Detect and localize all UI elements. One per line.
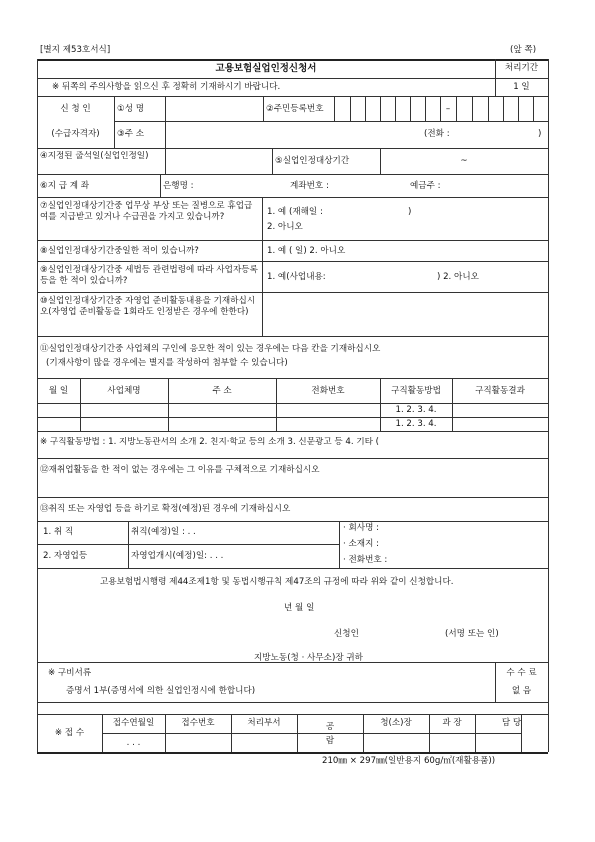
question-8-answer[interactable]: 1. 예 ( 일) 2. 아니오 [267, 246, 346, 256]
question-10-text: ⑩실업인정대상기간중 자영업 준비활동내용을 기재하십시오(자영업 준비활동을 1회라도 인정받은 경우에 한한다) [40, 296, 256, 317]
account-holder-label: 예금주 : [410, 181, 441, 191]
question-7-option-no[interactable]: 2. 아니오 [267, 222, 303, 232]
job-table-row-method[interactable]: 1. 2. 3. 4. [395, 419, 437, 429]
employment-label: 1. 취 직 [43, 527, 74, 537]
notice-text: ※ 뒤쪽의 주의사항을 읽으신 후 정확히 기재하시기 바랍니다. [52, 82, 281, 92]
receipt-date-label: 접수연월일 [112, 718, 155, 728]
question-10-field[interactable] [266, 296, 544, 332]
office-chief-label: 청(소)장 [380, 718, 412, 728]
review-label-bottom: 람 [325, 736, 335, 746]
receipt-number-label: 접수번호 [181, 718, 215, 728]
processing-period-label: 처리기간 [504, 63, 539, 73]
question-11-text: ⑪실업인정대상기간중 사업체의 구인에 응모한 적이 있는 경우에는 다음 칸을 기재하십시오 [40, 344, 381, 354]
self-employment-label: 2. 자영업등 [43, 551, 88, 561]
job-table-header-method: 구직활동방법 [391, 386, 441, 396]
question-12-text: ⑫재취업활동을 한 적이 없는 경우에는 그 이유를 구체적으로 기재하십시오 [40, 465, 320, 475]
fee-value: 없 음 [511, 686, 532, 696]
required-documents-text: 증명서 1부(증명서에 의한 실업인정시에 한합니다) [66, 686, 256, 696]
section-manager-label: 과 장 [442, 718, 462, 728]
question-9-option-no[interactable]: ) 2. 아니오 [437, 272, 479, 282]
form-number: [별지 제53호서식] [40, 45, 111, 55]
question-9-option-yes[interactable]: 1. 예(사업내용: [267, 272, 326, 282]
certification-period-label: ⑤실업인정대상기간 [275, 156, 350, 166]
job-table-header-result: 구직활동결과 [475, 386, 525, 396]
account-number-label: 계좌번호 : [290, 181, 329, 191]
bank-account-label: ⑥지 급 계 좌 [40, 181, 90, 191]
question-7-option-yes[interactable]: 1. 예 (재해일 : [267, 207, 323, 217]
fee-label: 수 수 료 [506, 668, 537, 678]
attendance-date-label: ④지정된 출석일(실업인정일) [40, 151, 149, 161]
phone-close: ) [538, 129, 542, 139]
staff-label: 담 당 [501, 718, 522, 728]
rrn-label: ②주민등록번호 [266, 104, 324, 114]
certification-period-separator: ~ [460, 156, 468, 166]
job-table-row-method[interactable]: 1. 2. 3. 4. [395, 405, 437, 415]
paper-spec-footer: 210㎜ × 297㎜(일반용지 60g/㎡(재활용품)) [322, 756, 496, 766]
declaration-applicant-label: 신청인 [334, 629, 359, 639]
self-employment-date[interactable]: 자영업개시(예정)일: . . . [131, 551, 224, 561]
signature-label: (서명 또는 인) [445, 629, 499, 639]
question-7-text: ⑦실업인정대상기간중 업무상 부상 또는 질병으로 휴업급여를 지급받고 있거나 수급권을 가지고 있습니까? [40, 201, 253, 222]
company-location-label: · 소재지 : [343, 539, 379, 549]
form-title: 고용보험실업인정신청서 [215, 63, 317, 74]
company-phone-label: · 전화번호 : [343, 555, 388, 565]
review-label-top: 공 [325, 722, 335, 732]
name-field[interactable] [168, 104, 260, 115]
receipt-date-dots: . . . [126, 738, 141, 748]
receipt-label: ※ 접 수 [54, 728, 85, 738]
job-table-header-phone: 전화번호 [311, 386, 345, 396]
phone-label: (전화 : [424, 129, 450, 139]
required-documents-label: ※ 구비서류 [48, 668, 92, 678]
rrn-dash: – [445, 104, 451, 114]
declaration-text: 고용보험법시행령 제44조제1항 및 동법시행규칙 제47조의 규정에 따라 위와 같이 신청합니다. [100, 577, 454, 587]
question-11-note: (기재사항이 많을 경우에는 별지를 작성하여 첨부할 수 있습니다) [46, 358, 288, 368]
address-label: ③주 소 [117, 129, 145, 139]
address-field[interactable] [168, 129, 418, 140]
page-side-label: (앞 쪽) [510, 45, 537, 55]
processing-period-value: 1 일 [513, 82, 530, 92]
question-13-text: ⑬취직 또는 자영업 등을 하기로 확정(예정)된 경우에 기재하십시오 [40, 504, 291, 514]
bank-name-label: 은행명 : [163, 181, 194, 191]
job-method-note: ※ 구직활동방법 : 1. 지방노동관서의 소개 2. 친지·학교 등의 소개 3. 신문광고 등 4. 기타 ( [40, 437, 380, 447]
job-table-header-company: 사업체명 [107, 386, 141, 396]
name-label: ①성 명 [117, 104, 145, 114]
question-9-text: ⑨실업인정대상기간중 세법등 관련법령에 따라 사업자등록등을 한 적이 있습니까? [40, 265, 258, 286]
job-table-header-address: 주 소 [212, 386, 232, 396]
job-table-header-date: 월 일 [48, 386, 69, 396]
company-name-label: · 회사명 : [343, 523, 379, 533]
addressee-office: 지방노동(청 · 사무소)장 귀하 [254, 653, 363, 661]
declaration-date: 년 월 일 [284, 603, 315, 613]
question-8-text: ⑧실업인정대상기간중일한 적이 있습니까? [40, 246, 199, 256]
applicant-sublabel: (수급자격자) [51, 129, 100, 139]
processing-department-label: 처리부서 [247, 718, 281, 728]
question-7-option-yes-close: ) [408, 207, 412, 217]
employment-date[interactable]: 취직(예정)일 : . . [131, 527, 196, 537]
applicant-label: 신 청 인 [60, 104, 91, 114]
attendance-date-field[interactable] [168, 156, 268, 167]
